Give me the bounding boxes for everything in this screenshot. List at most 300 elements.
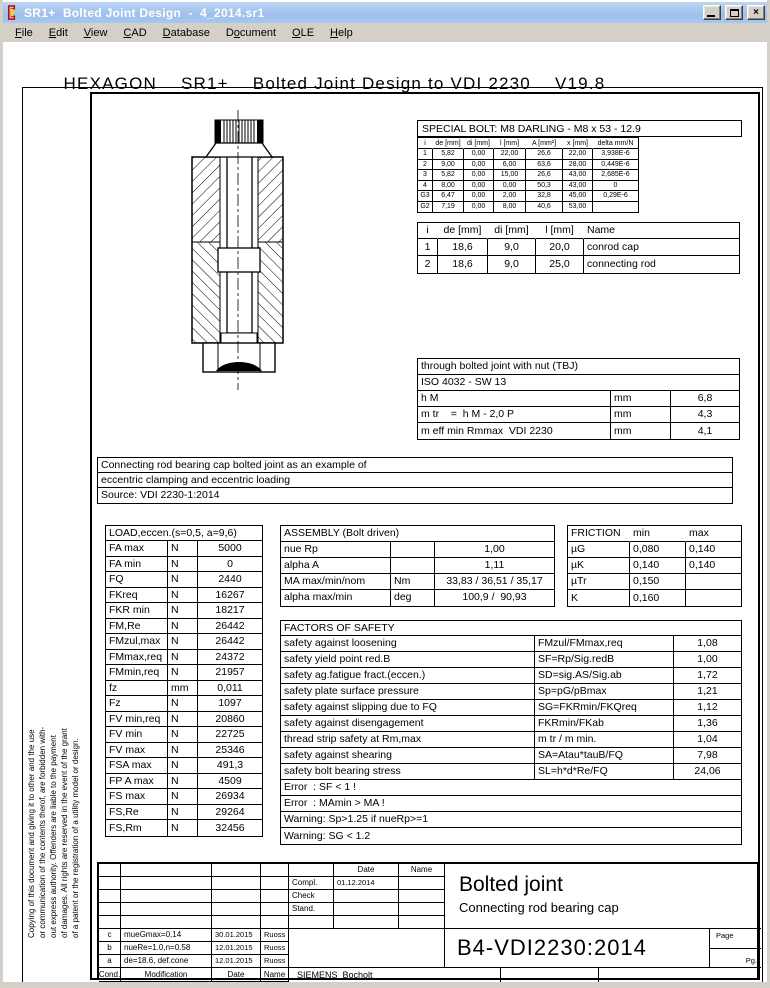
table-cell: mm [611,407,671,423]
table-cell: N [168,774,198,790]
table-cell: c [99,929,121,942]
load-table [105,525,263,837]
table-cell: FS,Rm [106,820,168,836]
table-cell: N [168,758,198,774]
table-row [99,877,289,890]
version-text: V19.8 [554,74,606,93]
table-cell: Modification [121,968,212,982]
table-cell [121,916,212,929]
table-cell [99,864,121,877]
table-cell: 0,29E-6 [593,191,638,202]
company-cell: SIEMENS Bocholt [289,968,501,982]
centering-sleeve [218,248,260,272]
table-cell: N [168,541,198,557]
table-row [106,712,262,728]
table-cell: 18,6 [438,239,488,256]
table-cell: di [mm] [464,138,494,149]
table-cell: x [mm] [563,138,593,149]
special-bolt-table [417,137,639,213]
table-cell: FP A max [106,774,168,790]
table-cell: m eff min Rmmax VDI 2230 [418,423,611,439]
table-cell [399,890,445,903]
table-cell: safety against loosening [281,636,535,652]
table-row [418,191,638,202]
table-cell: 6,00 [494,160,526,171]
table-cell: i [418,223,438,239]
table-cell: 4,1 [697,424,713,437]
table-cell: FRICTION [568,526,630,542]
table-cell: 2 [418,256,438,273]
table-cell: Nm [391,574,435,590]
table-cell: 16267 [198,588,262,604]
drawing-subtitle: Connecting rod bearing cap [459,900,619,915]
table-cell: N [168,619,198,635]
window-border-bottom [0,982,770,988]
table-cell: N [168,650,198,666]
table-cell: 25,0 [536,256,584,273]
table-cell: Error : SF < 1 ! [281,780,741,796]
table-cell: 2440 [198,572,262,588]
table-row [99,968,289,982]
table-cell: h M [418,391,611,407]
table-cell: 4,3 [671,407,739,423]
table-cell: 3 [418,170,433,181]
table-cell: fz [106,681,168,697]
table-cell: mm [611,423,671,439]
table-cell: 6,8 [671,391,739,407]
table-row [106,665,262,681]
table-row [281,621,741,636]
table-cell: µK [568,558,630,574]
table-cell: Sp=pG/pBmax [535,684,674,700]
table-cell: 01.12.2014 [334,877,399,890]
table-cell: N [168,820,198,836]
table-cell: FM,Re [106,619,168,635]
table-cell: FQ [106,572,168,588]
table-cell: nue Rp [281,542,391,558]
window-title: SR1+ Bolted Joint Design - 4_2014.sr1 [24,5,265,20]
table-cell: Name [399,864,445,877]
table-cell: 1,00 [674,652,741,668]
table-cell: de [mm] [433,138,464,149]
table-cell: Stand. [289,903,334,916]
table-cell [99,903,121,916]
menu-file[interactable]: File [15,26,33,39]
table-cell: 26,6 [526,170,563,181]
table-row [418,149,638,160]
table-cell: FV max [106,743,168,759]
table-row [289,877,445,890]
table-cell: SG=FKRmin/FKQreq [535,700,674,716]
table-cell: SL=h*d*Re/FQ [535,764,674,780]
table-cell: de=18.6, def.cone [121,955,212,968]
table-cell: G2 [418,202,433,213]
table-cell: nueRe=1.0,n=0.58 [121,942,212,955]
table-cell: N [168,712,198,728]
table-cell: 0 [593,181,638,192]
table-cell: a [99,955,121,968]
table-cell: 30.01.2015 [212,929,261,942]
table-cell: 43,00 [563,181,593,192]
table-cell: FMmax,req [106,650,168,666]
table-row [281,796,741,812]
table-cell: N [168,634,198,650]
table-cell: 22,00 [494,149,526,160]
table-cell: 24,06 [674,764,741,780]
minimize-icon [707,15,715,17]
table-cell: 24372 [198,650,262,666]
table-cell: 2 [418,160,433,171]
table-row [106,743,262,759]
maximize-icon [730,9,739,17]
approval-grid [289,864,445,929]
table-cell: FACTORS OF SAFETY [281,621,741,636]
table-cell: di [mm] [488,223,536,239]
table-cell: Cond. [99,968,121,982]
table-row [99,942,289,955]
table-cell: 22,00 [563,149,593,160]
table-cell: MA max/min/nom [281,574,391,590]
menu-document[interactable]: Document [225,26,276,39]
table-cell: i [418,138,433,149]
document-area [0,42,770,988]
table-cell: 1 [418,239,438,256]
table-cell: 12.01.2015 [212,955,261,968]
table-cell: 0,00 [464,202,494,213]
table-cell: 8,00 [433,181,464,192]
table-cell: SA=Atau*tauB/FQ [535,748,674,764]
table-cell [399,877,445,890]
table-cell [121,890,212,903]
table-cell: deg [391,590,435,606]
table-cell: 2,00 [494,191,526,202]
table-row [418,256,739,273]
table-cell: 21957 [198,665,262,681]
table-row [98,458,732,473]
table-cell: FKR min [106,603,168,619]
table-row [281,812,741,828]
table-cell: 7,19 [433,202,464,213]
table-cell: N [168,727,198,743]
table-cell: N [168,603,198,619]
table-cell [212,890,261,903]
table-cell [686,590,741,606]
tbj-table [417,358,740,440]
table-cell: 1,11 [435,558,554,574]
table-row [106,572,262,588]
table-row [281,526,554,542]
table-cell: N [168,743,198,759]
table-cell [99,916,121,929]
table-row [418,138,638,149]
table-row [281,780,741,796]
table-cell: l [mm] [536,223,584,239]
table-row [568,558,741,574]
table-cell: FA min [106,557,168,573]
table-cell: FS max [106,789,168,805]
table-cell: 1,12 [674,700,741,716]
table-row [106,619,262,635]
table-cell [121,864,212,877]
table-row [289,916,445,929]
table-row [418,423,739,439]
table-cell [289,916,334,929]
table-cell [212,903,261,916]
table-cell: safety ag.fatigue fract.(eccen.) [281,668,535,684]
table-row [106,727,262,743]
table-cell: 0,449E-6 [593,160,638,171]
table-cell: Fz [106,696,168,712]
pg-label: Pg. [710,949,761,968]
table-cell: 8,00 [494,202,526,213]
table-cell: N [168,665,198,681]
table-cell: 26442 [198,619,262,635]
table-row [418,160,638,171]
table-row [289,864,445,877]
table-cell: safety plate surface pressure [281,684,535,700]
table-row [106,789,262,805]
table-cell: Check [289,890,334,903]
nut-washer-face [221,333,257,343]
table-cell: N [168,696,198,712]
table-cell: 50,3 [526,181,563,192]
table-cell: N [168,805,198,821]
plates-table [417,222,740,274]
revision-grid [99,864,289,982]
table-cell: FMzul/FMmax,req [535,636,674,652]
table-cell: 1,04 [674,732,741,748]
table-cell: safety against shearing [281,748,535,764]
table-cell: Source: VDI 2230-1:2014 [101,489,220,502]
table-cell: FMzul,max [106,634,168,650]
table-cell: 40,6 [526,202,563,213]
table-cell: µTr [568,574,630,590]
table-row [106,696,262,712]
table-cell: 0 [198,557,262,573]
table-cell: 1,72 [674,668,741,684]
table-cell: 29264 [198,805,262,821]
table-row [568,542,741,558]
table-cell: Warning: Sp>1.25 if nueRp>=1 [281,812,741,828]
bolt-head [206,120,272,157]
table-cell: G3 [418,191,433,202]
table-row [99,864,289,877]
special-bolt-title: SPECIAL BOLT: M8 DARLING - M8 x 53 - 12.9 [417,120,742,137]
copyright-line: Copying of this document and giving it to other and the use [27,729,36,938]
table-cell: FKreq [106,588,168,604]
table-cell: N [168,789,198,805]
table-cell: 2,685E-6 [593,170,638,181]
window-border-left [0,0,3,988]
table-cell [261,890,289,903]
table-row [418,407,739,423]
title-block [97,862,759,980]
document-number: B4-VDI2230:2014 [445,929,710,968]
table-row [99,916,289,929]
table-cell: ISO 4032 - SW 13 [418,375,739,391]
table-cell: 0,011 [198,681,262,697]
table-cell: 0,00 [464,149,494,160]
table-cell: 491,3 [198,758,262,774]
table-cell: 43,00 [563,170,593,181]
table-cell [261,864,289,877]
table-row [281,542,554,558]
table-cell [399,916,445,929]
table-cell: safety yield point red.B [281,652,535,668]
table-cell [399,903,445,916]
menu-view[interactable]: View [83,26,108,39]
table-cell: 0,00 [494,181,526,192]
table-cell [99,877,121,890]
close-button[interactable] [747,5,765,20]
table-row [289,890,445,903]
factors-table [280,620,742,845]
table-cell: through bolted joint with nut (TBJ) [418,359,739,375]
empty-cell [289,929,445,968]
table-row [281,828,741,844]
table-row [106,758,262,774]
copyright-line: or communication of the contents therof, are forbidden with- [38,726,47,938]
table-cell: 33,83 / 36,51 / 35,17 [435,574,554,590]
table-cell: alpha max/min [281,590,391,606]
table-cell: Compl. [289,877,334,890]
table-row [106,557,262,573]
menu-ole[interactable]: OLE [292,26,315,39]
table-cell: FS,Re [106,805,168,821]
assembly-table [280,525,555,607]
table-cell [212,877,261,890]
table-cell: conrod cap [584,239,739,256]
table-row [106,541,262,557]
table-cell: 15,00 [494,170,526,181]
table-cell: 32456 [215,821,245,834]
table-cell: 1,00 [435,542,554,558]
table-cell: LOAD,eccen.(s=0,5, a=9,6) [106,526,262,541]
table-cell: 26,6 [526,149,563,160]
table-cell: mm [168,681,198,697]
table-row [418,223,739,239]
table-row [98,488,732,503]
table-row [281,652,741,668]
table-cell: mueGmax=0,14 [121,929,212,942]
table-cell: N [168,557,198,573]
table-cell [686,574,741,590]
menu-database[interactable]: Database [162,26,210,39]
table-row [281,668,741,684]
table-row [106,650,262,666]
table-cell: min [630,526,686,542]
table-cell: 0,160 [630,590,686,606]
table-cell: 20,0 [536,239,584,256]
table-row [106,805,262,821]
table-row [418,181,638,192]
table-row [281,636,741,652]
table-cell: 0,150 [630,574,686,590]
table-cell: 1097 [198,696,262,712]
table-cell: 4 [418,181,433,192]
table-cell: de [mm] [438,223,488,239]
table-cell: 0,140 [630,558,686,574]
table-cell: 1,36 [674,716,741,732]
table-cell [261,916,289,929]
table-cell: Error : MAmin > MA ! [281,796,741,812]
table-cell: 100,9 / 90,93 [462,591,527,604]
table-cell [391,542,435,558]
bolt-drawing [160,105,350,395]
table-row [418,359,739,375]
table-cell [261,903,289,916]
table-row [281,700,741,716]
titlebar [3,2,767,23]
table-cell [391,558,435,574]
table-cell: FKRmin/FKab [535,716,674,732]
empty-cell [599,968,761,982]
table-cell: 1 [418,149,433,160]
table-cell: 9,00 [433,160,464,171]
maximize-button[interactable] [725,5,743,20]
table-cell: 6,47 [433,191,464,202]
table-row [99,903,289,916]
table-cell: Warning: SG < 1.2 [284,829,371,842]
table-cell: 32,8 [526,191,563,202]
table-row [99,929,289,942]
table-cell: 63,6 [526,160,563,171]
table-cell: ASSEMBLY (Bolt driven) [281,526,554,542]
table-cell: mm [611,391,671,407]
table-row [98,473,732,488]
minimize-button[interactable] [703,5,721,20]
close-icon: × [753,6,759,18]
table-row [418,375,739,391]
table-cell: 26442 [198,634,262,650]
table-cell: Ruoss [261,942,289,955]
table-cell: b [99,942,121,955]
table-row [281,684,741,700]
table-cell: safety against disengagement [281,716,535,732]
table-cell: 18217 [198,603,262,619]
table-cell: 0,140 [686,558,741,574]
table-cell: FSA max [106,758,168,774]
table-row [281,748,741,764]
table-cell: 9,0 [488,256,536,273]
copyright-line: out express authority. Offenders are liable to the payment [49,735,58,938]
drawing-title: Bolted joint [459,873,563,896]
table-cell: max [686,526,741,542]
menu-edit[interactable]: Edit [48,26,68,39]
table-cell: Connecting rod bearing cap bolted joint as an example of [98,458,732,473]
table-row [281,764,741,780]
table-row [281,574,554,590]
menu-help[interactable]: Help [330,26,353,39]
menu-cad[interactable]: CAD [123,26,147,39]
table-row [289,903,445,916]
table-row [106,634,262,650]
header-title-text: Bolted Joint Design to VDI 2230 [252,74,531,93]
table-row [106,526,262,541]
table-cell: 20860 [198,712,262,728]
table-cell [121,877,212,890]
table-cell: 53,00 [563,202,593,213]
table-cell: Date [334,864,399,877]
table-cell: FV min,req [106,712,168,728]
table-cell [121,903,212,916]
table-cell: delta mm/N [593,138,638,149]
table-cell: SD=sig.AS/Sig.ab [535,668,674,684]
app-icon [5,5,20,20]
table-cell: 0,00 [464,181,494,192]
table-cell: m tr = h M - 2,0 P [418,407,611,423]
table-row [418,170,638,181]
